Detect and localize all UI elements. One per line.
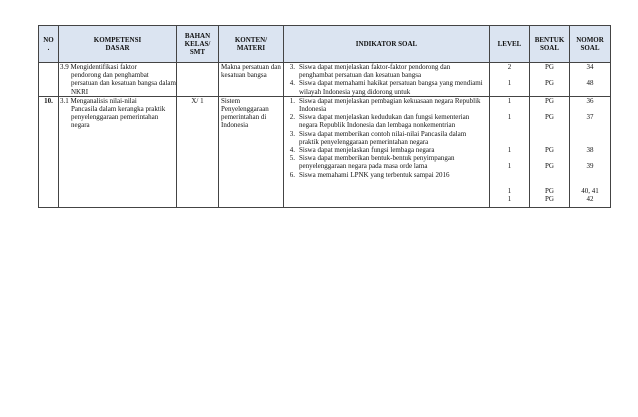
- indikator-number: 3.: [289, 63, 295, 71]
- bentuk-value: PG: [545, 195, 554, 204]
- bentuk-value: PG: [545, 186, 554, 195]
- kompetensi-cell: [59, 96, 177, 207]
- header-no: NO .: [39, 26, 59, 63]
- header-bentuk: BENTUK SOAL: [530, 26, 570, 63]
- level-value: 1: [507, 195, 512, 204]
- nomor-value: 34: [586, 63, 594, 71]
- level-value: 1: [507, 162, 512, 171]
- nomor-value: 40, 41: [581, 186, 599, 195]
- indikator-item: [284, 171, 489, 179]
- indikator-text: Siswa dapat menjelaskan pembagian kekuasaan negara Republik Indonesia: [299, 96, 481, 114]
- bentuk-cell: [530, 63, 570, 97]
- indikator-number: 2.: [289, 113, 295, 122]
- level-value: 1: [507, 186, 512, 195]
- header-indikator: INDIKATOR SOAL: [284, 26, 490, 63]
- bentuk-value: PG: [545, 79, 554, 88]
- level-value: 1: [507, 79, 512, 88]
- bentuk-value: PG: [545, 162, 554, 171]
- level-cell: [490, 96, 530, 207]
- table-row: [39, 63, 611, 97]
- bentuk-cell: [530, 96, 570, 207]
- header-row: [39, 26, 611, 63]
- nomor-value: 38: [586, 145, 594, 154]
- kisi-kisi-table: [38, 25, 611, 208]
- level-value: 1: [507, 145, 512, 154]
- level-value: 2: [507, 63, 512, 71]
- nomor-value: 48: [586, 79, 594, 88]
- nomor-cell: [570, 96, 611, 207]
- konten-cell: Sistem Penyelenggaraan pemerintahan di Indonesia: [219, 96, 284, 207]
- row-number: [39, 63, 59, 97]
- indikator-number: 3.: [289, 129, 295, 138]
- bentuk-value: PG: [545, 63, 554, 71]
- konten-cell: Makna persatuan dan kesatuan bangsa: [219, 63, 284, 97]
- indikator-item: [284, 146, 489, 154]
- indikator-item: [284, 130, 489, 146]
- bahan-cell: X/ 1: [177, 96, 219, 207]
- indikator-number: 1.: [289, 96, 295, 105]
- header-konten: KONTEN/ MATERI: [219, 26, 284, 63]
- indikator-item: [284, 97, 489, 113]
- indikator-item: [284, 154, 489, 170]
- nomor-cell: [570, 63, 611, 97]
- indikator-number: 6.: [289, 170, 295, 179]
- bentuk-value: PG: [545, 113, 554, 122]
- bahan-cell: [177, 63, 219, 97]
- indikator-text: Siswa dapat memberikan bentuk-bentuk penyimpangan penyelenggaraan negara pada masa orde lama: [299, 154, 455, 171]
- header-nomor: NOMOR SOAL: [570, 26, 611, 63]
- level-value: 1: [507, 113, 512, 122]
- indikator-number: 4.: [289, 146, 295, 155]
- indikator-item: [284, 113, 489, 129]
- indikator-text: Siswa dapat memahami hakikat persatuan bangsa yang mendiami wilayah Indonesia yang didorong untuk: [299, 79, 483, 96]
- nomor-value: 37: [586, 113, 594, 122]
- header-level: LEVEL: [490, 26, 530, 63]
- kompetensi-first-line: 3.1 Menganalisis nilai-nilai: [60, 96, 137, 105]
- kompetensi-rest: Pancasila dalam kerangka praktik penyelenggaraan pemerintahan negara: [71, 105, 166, 130]
- indikator-item: [284, 79, 489, 95]
- bentuk-value: PG: [545, 145, 554, 154]
- indikator-text: Siswa dapat menjelaskan faktor-faktor pendorong dan penghambat persatuan dan kesatuan bangsa: [299, 63, 451, 80]
- nomor-value: 39: [586, 162, 594, 171]
- indikator-item: [284, 63, 489, 79]
- level-cell: [490, 63, 530, 97]
- kompetensi-rest: pendorong dan penghambat persatuan dan kesatuan bangsa dalam NKRI: [71, 71, 176, 96]
- indikator-text: Siswa memahami LPNK yang terbentuk sampai 2016: [299, 170, 450, 179]
- indikator-cell: [284, 63, 490, 97]
- indikator-text: Siswa dapat menjelaskan kedudukan dan fungsi kementerian negara Republik Indonesia dan lembaga nonkementrian: [299, 113, 470, 130]
- row-number: 10.: [39, 96, 59, 207]
- kompetensi-first-line: 3.9 Mengidentifikasi faktor: [60, 63, 137, 71]
- indikator-text: Siswa dapat memberikan contoh nilai-nilai Pancasila dalam praktik penyelenggaraan pemerintahan negara: [299, 129, 467, 146]
- level-value: 1: [507, 96, 512, 105]
- kompetensi-cell: [59, 63, 177, 97]
- indikator-number: 4.: [289, 79, 295, 88]
- bentuk-value: PG: [545, 96, 554, 105]
- indikator-text: Siswa dapat menjelaskan fungsi lembaga negara: [299, 146, 435, 155]
- nomor-value: 42: [586, 195, 594, 204]
- indikator-cell: [284, 96, 490, 207]
- table-row: [39, 96, 611, 207]
- header-bahan: BAHAN KELAS/ SMT: [177, 26, 219, 63]
- nomor-value: 36: [586, 96, 594, 105]
- header-kompetensi: KOMPETENSI DASAR: [59, 26, 177, 63]
- indikator-number: 5.: [289, 154, 295, 163]
